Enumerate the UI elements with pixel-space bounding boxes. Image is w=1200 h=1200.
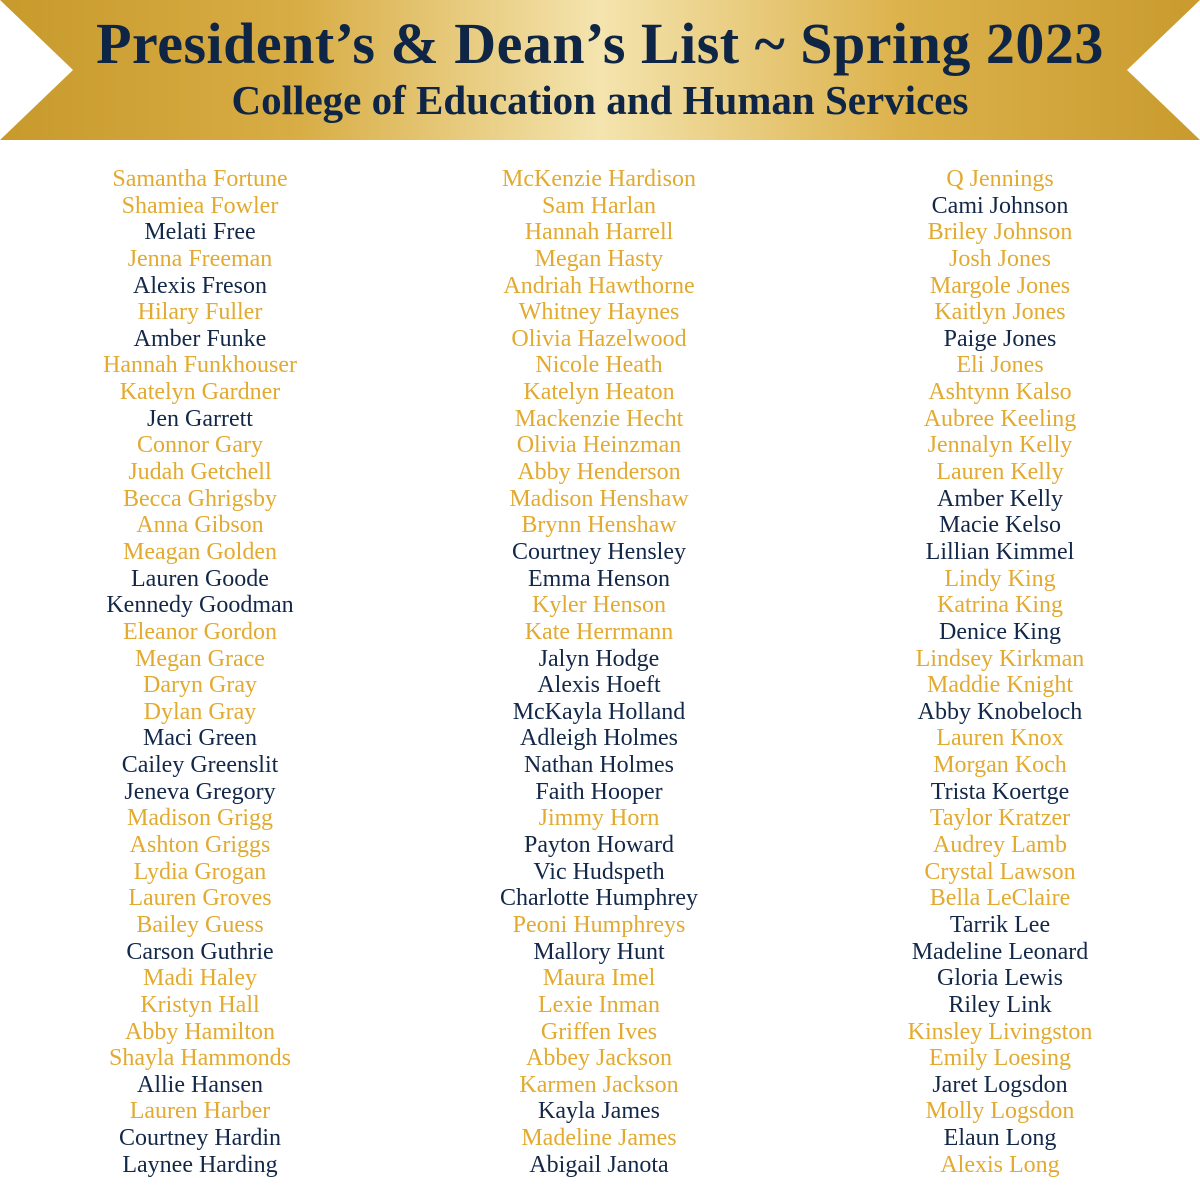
honoree-name: Charlotte Humphrey — [500, 885, 698, 912]
honoree-name: Mallory Hunt — [533, 938, 665, 965]
honoree-name: Bailey Guess — [136, 911, 264, 938]
honoree-name: Jalyn Hodge — [538, 645, 660, 672]
honoree-name: Audrey Lamb — [933, 832, 1067, 859]
honoree-name: Carson Guthrie — [126, 938, 274, 965]
honoree-name: Lexie Inman — [538, 991, 660, 1018]
honoree-name: Jaret Logsdon — [932, 1071, 1068, 1098]
honoree-name: Ashtynn Kalso — [928, 379, 1072, 406]
honoree-name: Faith Hooper — [535, 778, 663, 805]
page-title: President’s & Dean’s List ~ Spring 2023 — [96, 11, 1104, 76]
honoree-name: Q Jennings — [946, 166, 1054, 192]
honoree-name: Kinsley Livingston — [907, 1018, 1093, 1045]
honoree-name: Paige Jones — [943, 325, 1057, 352]
honoree-name: Megan Grace — [135, 645, 265, 672]
honoree-name: Abigail Janota — [529, 1151, 669, 1178]
honoree-name: Alexis Long — [940, 1151, 1060, 1178]
honoree-name: Kate Herrmann — [524, 618, 674, 645]
honoree-name: Lauren Kelly — [936, 459, 1064, 486]
honoree-name: Crystal Lawson — [924, 858, 1076, 885]
honoree-name: Jen Garrett — [147, 405, 253, 432]
honoree-name: Madi Haley — [143, 965, 257, 992]
honoree-name: Olivia Hazelwood — [511, 325, 687, 352]
honoree-name: Jennalyn Kelly — [927, 432, 1073, 459]
honoree-name: Lauren Knox — [936, 725, 1064, 752]
honoree-name: Emma Henson — [528, 565, 670, 592]
honoree-name: Andriah Hawthorne — [503, 272, 695, 299]
honoree-name: Jeneva Gregory — [124, 778, 276, 805]
honoree-name: Madeline Leonard — [911, 938, 1089, 965]
honoree-name: Sam Harlan — [542, 192, 656, 219]
honoree-name: Briley Johnson — [927, 219, 1073, 246]
honoree-name: Karmen Jackson — [519, 1071, 679, 1098]
honoree-name: Katelyn Gardner — [119, 379, 281, 406]
honoree-name: Tarrik Lee — [949, 911, 1051, 938]
honoree-name: Whitney Haynes — [518, 299, 680, 326]
honoree-name: McKayla Holland — [512, 698, 686, 725]
honoree-name: Maddie Knight — [927, 672, 1073, 699]
honoree-name: Hannah Funkhouser — [103, 352, 297, 379]
honoree-name: Payton Howard — [524, 832, 674, 859]
honoree-name: Allie Hansen — [137, 1071, 263, 1098]
honoree-name: McKenzie Hardison — [502, 166, 696, 192]
honoree-name: Hilary Fuller — [137, 299, 263, 326]
honoree-name: Eli Jones — [956, 352, 1044, 379]
honoree-name: Emily Loesing — [929, 1045, 1071, 1072]
honoree-name: Macie Kelso — [939, 512, 1061, 539]
honoree-name: Hannah Harrell — [524, 219, 674, 246]
honoree-name: Molly Logsdon — [925, 1098, 1075, 1125]
honoree-name: Anna Gibson — [136, 512, 264, 539]
honoree-name: Courtney Hardin — [119, 1125, 281, 1152]
honoree-name: Becca Ghrigsby — [123, 485, 277, 512]
honoree-name: Trista Koertge — [930, 778, 1070, 805]
honoree-name: Lillian Kimmel — [925, 538, 1075, 565]
honoree-name: Nathan Holmes — [524, 752, 674, 779]
honoree-name: Megan Hasty — [534, 245, 664, 272]
honoree-name: Brynn Henshaw — [521, 512, 677, 539]
honoree-name: Abbey Jackson — [526, 1045, 672, 1072]
honoree-name: Judah Getchell — [128, 459, 272, 486]
honoree-name: Katelyn Heaton — [523, 379, 675, 406]
honoree-name: Abby Hamilton — [125, 1018, 275, 1045]
honoree-name: Jimmy Horn — [538, 805, 660, 832]
honoree-name: Madison Grigg — [127, 805, 273, 832]
honoree-name: Kayla James — [538, 1098, 660, 1125]
honoree-name: Kyler Henson — [532, 592, 666, 619]
honoree-name: Connor Gary — [137, 432, 263, 459]
honoree-name: Courtney Hensley — [512, 538, 686, 565]
honoree-name: Riley Link — [948, 991, 1052, 1018]
honoree-name: Josh Jones — [948, 245, 1051, 272]
honoree-name: Lauren Goode — [131, 565, 269, 592]
honoree-name: Maci Green — [143, 725, 257, 752]
honoree-name: Amber Funke — [133, 325, 267, 352]
honoree-name: Aubree Keeling — [923, 405, 1077, 432]
honoree-name: Alexis Hoeft — [537, 672, 661, 699]
honoree-name: Abby Henderson — [517, 459, 681, 486]
honoree-name: Elaun Long — [943, 1125, 1057, 1152]
honoree-name: Kristyn Hall — [140, 991, 260, 1018]
honoree-name: Lydia Grogan — [133, 858, 267, 885]
honoree-name: Madison Henshaw — [509, 485, 689, 512]
honoree-name: Griffen Ives — [540, 1018, 658, 1045]
honoree-name: Ashton Griggs — [129, 832, 271, 859]
honoree-name: Vic Hudspeth — [533, 858, 665, 885]
honoree-name: Olivia Heinzman — [516, 432, 682, 459]
honoree-name: Daryn Gray — [143, 672, 257, 699]
honoree-name: Gloria Lewis — [937, 965, 1063, 992]
honoree-name: Denice King — [939, 618, 1061, 645]
honoree-name: Dylan Gray — [143, 698, 257, 725]
honoree-name: Nicole Heath — [535, 352, 663, 379]
honoree-name: Bella LeClaire — [929, 885, 1071, 912]
page-subtitle: College of Education and Human Services — [231, 77, 969, 123]
honoree-name: Kaitlyn Jones — [934, 299, 1066, 326]
names-column-1 — [0, 166, 400, 1178]
honoree-name: Lauren Harber — [129, 1098, 271, 1125]
honoree-name: Mackenzie Hecht — [514, 405, 684, 432]
honoree-name: Kennedy Goodman — [106, 592, 294, 619]
honoree-name: Abby Knobeloch — [917, 698, 1083, 725]
honoree-name: Cami Johnson — [931, 192, 1069, 219]
honoree-name: Maura Imel — [542, 965, 656, 992]
honoree-name: Eleanor Gordon — [123, 618, 277, 645]
honoree-name: Adleigh Holmes — [520, 725, 678, 752]
honoree-name: Jenna Freeman — [127, 245, 273, 272]
honoree-name: Peoni Humphreys — [512, 911, 686, 938]
honoree-name: Lindy King — [944, 565, 1056, 592]
honoree-name: Morgan Koch — [933, 752, 1067, 779]
honoree-name: Taylor Kratzer — [929, 805, 1071, 832]
honoree-name: Laynee Harding — [122, 1151, 278, 1178]
honoree-name: Meagan Golden — [123, 538, 277, 565]
honoree-name: Cailey Greenslit — [121, 752, 279, 779]
honoree-name: Lindsey Kirkman — [915, 645, 1085, 672]
honoree-name: Alexis Freson — [133, 272, 267, 299]
honoree-name: Lauren Groves — [128, 885, 272, 912]
honoree-name: Amber Kelly — [937, 485, 1063, 512]
names-column-3 — [800, 166, 1200, 1178]
honoree-name: Melati Free — [144, 219, 256, 246]
honoree-name: Madeline James — [521, 1125, 677, 1152]
honoree-name: Shamiea Fowler — [121, 192, 279, 219]
honoree-name: Shayla Hammonds — [109, 1045, 291, 1072]
names-column-2 — [399, 166, 799, 1178]
honoree-name: Katrina King — [937, 592, 1063, 619]
honoree-name: Margole Jones — [929, 272, 1071, 299]
honoree-name: Samantha Fortune — [112, 166, 288, 192]
